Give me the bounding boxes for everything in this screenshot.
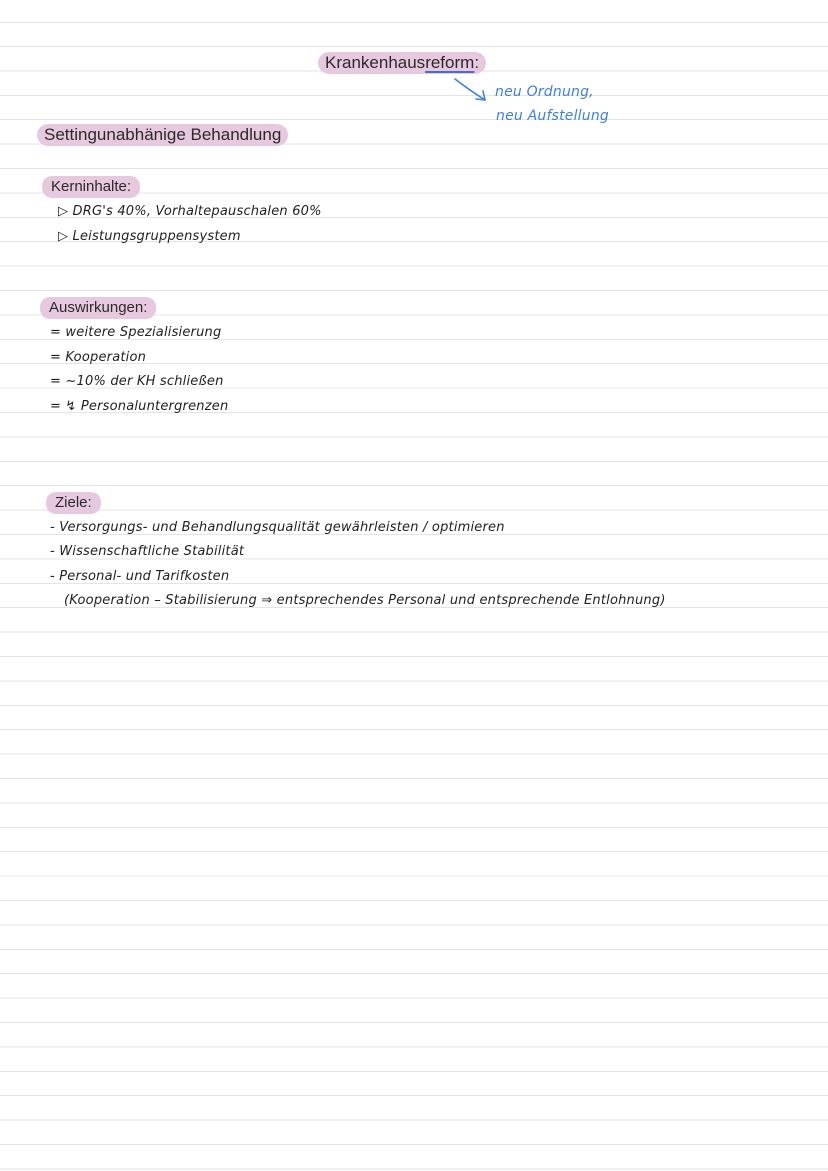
- ziele-item: - Personal- und Tarifkosten: [50, 569, 230, 584]
- annotation-line-2: neu Aufstellung: [496, 108, 609, 124]
- ziele-item: - Wissenschaftliche Stabilität: [50, 544, 245, 559]
- ziele-heading: Ziele:: [46, 492, 101, 514]
- kerninhalte-item: ▷ Leistungsgruppensystem: [58, 229, 241, 244]
- ziele-item: - Versorgungs- und Behandlungsqualität gewährleisten / optimieren: [50, 520, 505, 535]
- arrow-down-right-icon: [452, 76, 490, 106]
- kerninhalte-item: ▷ DRG's 40%, Vorhaltepauschalen 60%: [58, 204, 322, 219]
- auswirkungen-item: = ↯ Personaluntergrenzen: [50, 399, 229, 414]
- title-main: Krankenhaus: [325, 53, 426, 72]
- auswirkungen-item: = ~10% der KH schließen: [50, 374, 224, 389]
- section-subtitle: Settingunabhänige Behandlung: [37, 124, 288, 146]
- page-title: [318, 52, 486, 74]
- auswirkungen-item: = weitere Spezialisierung: [50, 325, 222, 340]
- auswirkungen-heading: Auswirkungen:: [40, 297, 156, 319]
- auswirkungen-item: = Kooperation: [50, 350, 147, 365]
- annotation-line-1: neu Ordnung,: [495, 84, 594, 100]
- title-underlined: reform: [425, 53, 475, 72]
- title-colon: :: [474, 53, 480, 72]
- ziele-note: (Kooperation – Stabilisierung ⇒ entsprechendes Personal und entsprechende Entlohnung): [64, 593, 666, 608]
- kerninhalte-heading: Kerninhalte:: [42, 176, 140, 198]
